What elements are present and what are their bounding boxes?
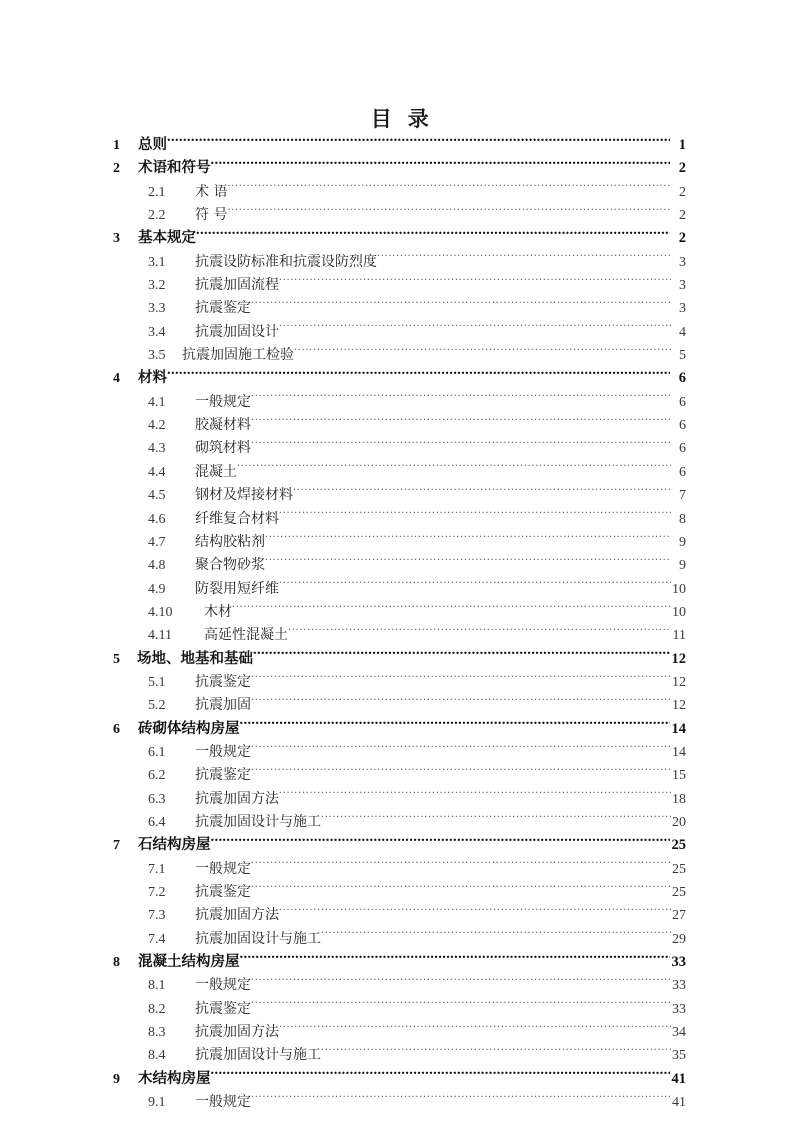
toc-dot-leader xyxy=(251,390,671,406)
toc-dot-leader xyxy=(251,436,671,452)
toc-entry[interactable] xyxy=(113,693,686,716)
toc-entry-number: 4.11 xyxy=(148,628,172,644)
toc-entry-page-number: 9 xyxy=(679,534,686,550)
toc-entry-page-number: 4 xyxy=(679,324,686,340)
toc-entry-number: 4.4 xyxy=(148,464,166,480)
toc-entry-title: 防裂用短纤维 xyxy=(195,580,279,597)
toc-entry[interactable] xyxy=(113,530,686,553)
toc-entry-page-number: 29 xyxy=(672,931,686,947)
toc-entry-page-number: 20 xyxy=(672,814,686,830)
table-of-contents xyxy=(113,133,686,1113)
toc-entry-number: 4.6 xyxy=(148,511,166,527)
toc-entry-page-number: 2 xyxy=(678,230,686,247)
toc-entry[interactable] xyxy=(113,833,686,856)
toc-entry-page-number: 41 xyxy=(671,1070,686,1087)
toc-entry-title: 材料 xyxy=(138,370,167,387)
toc-entry-number: 7.3 xyxy=(148,908,166,924)
toc-entry-number: 4.9 xyxy=(148,581,166,597)
toc-entry-title: 抗震鉴定 xyxy=(195,300,251,317)
toc-entry-title: 混凝土结构房屋 xyxy=(138,954,240,971)
toc-entry-title: 抗震加固方法 xyxy=(195,1024,279,1041)
toc-entry-page-number: 15 xyxy=(672,768,686,784)
toc-dot-leader xyxy=(211,156,671,172)
toc-entry[interactable] xyxy=(113,460,686,483)
toc-entry-page-number: 1 xyxy=(678,137,686,153)
toc-entry-title: 木结构房屋 xyxy=(138,1070,211,1087)
toc-entry[interactable] xyxy=(113,927,686,950)
toc-entry[interactable] xyxy=(113,740,686,763)
toc-entry-title: 一般规定 xyxy=(195,393,251,410)
toc-dot-leader xyxy=(253,647,670,663)
toc-dot-leader xyxy=(265,553,671,569)
toc-entry-page-number: 3 xyxy=(679,278,686,294)
toc-entry[interactable] xyxy=(113,647,686,670)
toc-entry[interactable] xyxy=(113,623,686,646)
toc-entry[interactable] xyxy=(113,577,686,600)
toc-entry-number: 3.2 xyxy=(148,278,166,294)
toc-dot-leader xyxy=(167,366,670,382)
toc-entry-title: 抗震加固方法 xyxy=(195,907,279,924)
toc-entry[interactable] xyxy=(113,296,686,319)
toc-entry-title: 抗震加固流程 xyxy=(195,277,279,294)
toc-entry-number: 7 xyxy=(113,838,120,854)
toc-entry[interactable] xyxy=(113,203,686,226)
toc-entry-number: 4.1 xyxy=(148,394,166,410)
toc-entry[interactable] xyxy=(113,553,686,576)
toc-dot-leader xyxy=(240,717,671,733)
toc-entry-title: 总则 xyxy=(138,137,167,153)
toc-entry-title: 一般规定 xyxy=(195,860,251,877)
toc-entry-number: 3.5 xyxy=(148,348,166,364)
toc-entry[interactable] xyxy=(113,180,686,203)
toc-entry-number: 7.2 xyxy=(148,885,166,900)
toc-entry-number: 6.4 xyxy=(148,814,166,830)
toc-entry-page-number: 11 xyxy=(672,628,686,644)
toc-dot-leader xyxy=(279,577,671,593)
toc-entry-title: 石结构房屋 xyxy=(138,837,211,854)
toc-entry-number: 8.3 xyxy=(148,1025,166,1041)
toc-entry-page-number: 12 xyxy=(672,698,686,714)
toc-dot-leader xyxy=(227,203,671,219)
toc-entry-number: 9.1 xyxy=(148,1095,166,1111)
toc-dot-leader xyxy=(279,320,671,336)
toc-entry-number: 3.4 xyxy=(148,324,166,340)
toc-entry-title: 结构胶粘剂 xyxy=(195,533,265,550)
toc-entry-title: 抗震加固设计与施工 xyxy=(195,813,321,830)
toc-entry[interactable] xyxy=(113,226,686,249)
toc-entry-number: 6.2 xyxy=(148,768,166,784)
toc-entry-title: 混凝土 xyxy=(195,463,237,480)
toc-dot-leader xyxy=(167,133,670,149)
toc-entry[interactable] xyxy=(113,1067,686,1090)
toc-entry-page-number: 12 xyxy=(672,674,686,690)
toc-entry[interactable] xyxy=(113,787,686,810)
toc-entry[interactable] xyxy=(113,273,686,296)
toc-entry-number: 2.1 xyxy=(148,184,166,200)
toc-entry-number: 4.2 xyxy=(148,418,166,434)
toc-dot-leader xyxy=(251,413,671,429)
toc-entry-number: 3.3 xyxy=(148,301,166,317)
toc-dot-leader xyxy=(240,950,671,966)
toc-dot-leader xyxy=(279,787,671,803)
toc-dot-leader xyxy=(251,763,671,779)
toc-entry-page-number: 18 xyxy=(672,791,686,807)
toc-entry-page-number: 5 xyxy=(679,348,686,364)
toc-entry[interactable] xyxy=(113,250,686,273)
toc-entry-page-number: 12 xyxy=(671,650,686,667)
toc-entry[interactable] xyxy=(113,507,686,530)
toc-entry-title: 基本规定 xyxy=(138,230,196,247)
toc-entry-number: 3.1 xyxy=(148,254,166,270)
toc-entry[interactable] xyxy=(113,390,686,413)
toc-entry-page-number: 10 xyxy=(672,581,686,597)
toc-entry[interactable] xyxy=(113,857,686,880)
toc-dot-leader xyxy=(251,670,671,686)
toc-entry-title: 抗震加固施工检验 xyxy=(182,347,294,364)
toc-dot-leader xyxy=(251,1090,671,1106)
toc-entry-title: 抗震鉴定 xyxy=(195,673,251,690)
toc-dot-leader xyxy=(251,973,671,989)
toc-entry-title: 一般规定 xyxy=(195,1094,251,1111)
toc-entry-page-number: 6 xyxy=(679,394,686,410)
toc-dot-leader xyxy=(279,273,671,289)
toc-dot-leader xyxy=(196,226,670,242)
toc-entry[interactable] xyxy=(113,436,686,459)
toc-entry-title: 一般规定 xyxy=(195,743,251,760)
toc-entry-page-number: 25 xyxy=(671,837,686,854)
toc-entry-title: 场地、地基和基础 xyxy=(137,650,253,667)
toc-entry-page-number: 3 xyxy=(679,301,686,317)
toc-entry-page-number: 33 xyxy=(671,954,686,971)
toc-entry-page-number: 33 xyxy=(672,978,686,994)
toc-entry-page-number: 34 xyxy=(672,1025,686,1041)
toc-entry[interactable] xyxy=(113,483,686,506)
toc-entry-page-number: 3 xyxy=(679,254,686,270)
toc-entry[interactable] xyxy=(113,973,686,996)
toc-entry-title: 抗震加固设计与施工 xyxy=(195,930,321,947)
toc-dot-leader xyxy=(321,1043,671,1059)
toc-entry-title: 高延性混凝土 xyxy=(204,627,288,644)
toc-entry-title: 抗震鉴定 xyxy=(195,884,251,900)
toc-entry-title: 抗震加固设计 xyxy=(195,323,279,340)
toc-entry-page-number: 35 xyxy=(672,1048,686,1064)
toc-entry-page-number: 9 xyxy=(679,558,686,574)
toc-entry-number: 8 xyxy=(113,955,120,971)
toc-dot-leader xyxy=(251,693,671,709)
toc-entry-title: 钢材及焊接材料 xyxy=(195,487,293,504)
toc-dot-leader xyxy=(321,810,671,826)
toc-entry-page-number: 10 xyxy=(672,604,686,620)
toc-entry-page-number: 2 xyxy=(678,160,686,177)
toc-dot-leader xyxy=(251,296,671,312)
toc-entry[interactable] xyxy=(113,156,686,179)
toc-entry-page-number: 8 xyxy=(679,511,686,527)
toc-entry[interactable] xyxy=(113,950,686,973)
toc-entry-number: 2.2 xyxy=(148,208,166,224)
toc-entry[interactable] xyxy=(113,320,686,343)
toc-dot-leader xyxy=(321,927,671,943)
toc-dot-leader xyxy=(211,1067,671,1083)
toc-entry-title: 抗震加固 xyxy=(195,697,251,714)
toc-entry-title: 聚合物砂浆 xyxy=(195,557,265,574)
toc-entry-page-number: 33 xyxy=(672,1001,686,1017)
toc-entry-number: 7.4 xyxy=(148,931,166,947)
toc-dot-leader xyxy=(211,833,671,849)
toc-entry-number: 8.1 xyxy=(148,978,166,994)
toc-entry-page-number: 27 xyxy=(672,908,686,924)
toc-dot-leader xyxy=(251,857,671,873)
toc-entry-number: 3 xyxy=(113,231,120,247)
toc-entry[interactable] xyxy=(113,366,686,389)
toc-entry-number: 5 xyxy=(113,651,120,667)
toc-entry-number: 1 xyxy=(113,138,120,153)
toc-entry-page-number: 25 xyxy=(672,861,686,877)
toc-entry-title: 木材 xyxy=(204,603,232,620)
toc-entry[interactable] xyxy=(113,1090,686,1113)
toc-dot-leader xyxy=(279,903,671,919)
toc-dot-leader xyxy=(279,507,671,523)
toc-entry[interactable] xyxy=(113,1020,686,1043)
toc-entry[interactable] xyxy=(113,670,686,693)
toc-entry-title: 抗震鉴定 xyxy=(195,1000,251,1017)
toc-entry-number: 4.3 xyxy=(148,441,166,457)
toc-dot-leader xyxy=(293,483,671,499)
toc-entry-title: 纤维复合材料 xyxy=(195,510,279,527)
toc-dot-leader xyxy=(232,600,671,616)
toc-entry-number: 4 xyxy=(113,371,120,387)
toc-entry-page-number: 14 xyxy=(672,744,686,760)
toc-dot-leader xyxy=(288,623,671,639)
toc-entry-page-number: 7 xyxy=(679,488,686,504)
toc-dot-leader xyxy=(294,343,671,359)
toc-entry[interactable] xyxy=(113,600,686,623)
toc-entry[interactable] xyxy=(113,903,686,926)
toc-entry-title: 抗震加固方法 xyxy=(195,790,279,807)
toc-entry[interactable] xyxy=(113,413,686,436)
toc-entry-title: 砌筑材料 xyxy=(195,440,251,457)
toc-entry-number: 6 xyxy=(113,721,120,737)
toc-entry[interactable] xyxy=(113,717,686,740)
toc-entry-number: 6.1 xyxy=(148,744,166,760)
toc-entry-number: 5.1 xyxy=(148,674,166,690)
toc-entry-title: 符 号 xyxy=(195,207,228,224)
toc-entry-number: 4.5 xyxy=(148,488,166,504)
toc-entry-title: 术 语 xyxy=(195,183,228,200)
toc-entry-number: 6.3 xyxy=(148,791,166,807)
toc-entry-title: 抗震设防标准和抗震设防烈度 xyxy=(195,253,377,270)
toc-entry-page-number: 2 xyxy=(679,184,686,200)
toc-entry[interactable] xyxy=(113,343,686,366)
toc-dot-leader xyxy=(251,880,671,896)
toc-dot-leader xyxy=(265,530,671,546)
toc-entry-number: 8.2 xyxy=(148,1001,166,1017)
toc-dot-leader xyxy=(251,740,671,756)
toc-entry[interactable] xyxy=(113,133,686,156)
toc-entry[interactable] xyxy=(113,810,686,833)
toc-dot-leader xyxy=(251,997,671,1013)
toc-dot-leader xyxy=(237,460,671,476)
toc-entry-number: 7.1 xyxy=(148,861,166,877)
toc-entry[interactable] xyxy=(113,763,686,786)
toc-entry-page-number: 2 xyxy=(679,208,686,224)
toc-entry-title: 胶凝材料 xyxy=(195,417,251,434)
toc-entry-title: 抗震鉴定 xyxy=(195,767,251,784)
toc-dot-leader xyxy=(279,1020,671,1036)
toc-entry-number: 5.2 xyxy=(148,698,166,714)
toc-entry-title: 术语和符号 xyxy=(138,160,211,177)
toc-entry-number: 9 xyxy=(113,1071,120,1087)
toc-entry-number: 4.10 xyxy=(148,604,173,620)
toc-entry-number: 2 xyxy=(113,161,120,177)
toc-entry-page-number: 41 xyxy=(672,1095,686,1111)
toc-entry-number: 4.7 xyxy=(148,534,166,550)
toc-entry-title: 砖砌体结构房屋 xyxy=(138,720,240,737)
toc-entry-title: 一般规定 xyxy=(195,977,251,994)
toc-entry[interactable] xyxy=(113,880,686,903)
toc-entry-number: 8.4 xyxy=(148,1048,166,1064)
page-title: 目 录 xyxy=(370,107,430,131)
toc-entry[interactable] xyxy=(113,1043,686,1066)
toc-entry-number: 4.8 xyxy=(148,558,166,574)
toc-entry-page-number: 6 xyxy=(678,370,686,387)
toc-entry-page-number: 6 xyxy=(679,418,686,434)
toc-entry-title: 抗震加固设计与施工 xyxy=(195,1047,321,1064)
toc-dot-leader xyxy=(377,250,671,266)
toc-entry-page-number: 6 xyxy=(679,441,686,457)
toc-entry-page-number: 25 xyxy=(672,885,686,900)
toc-entry-page-number: 14 xyxy=(671,720,686,737)
toc-entry[interactable] xyxy=(113,997,686,1020)
toc-entry-page-number: 6 xyxy=(679,464,686,480)
toc-dot-leader xyxy=(227,180,671,196)
